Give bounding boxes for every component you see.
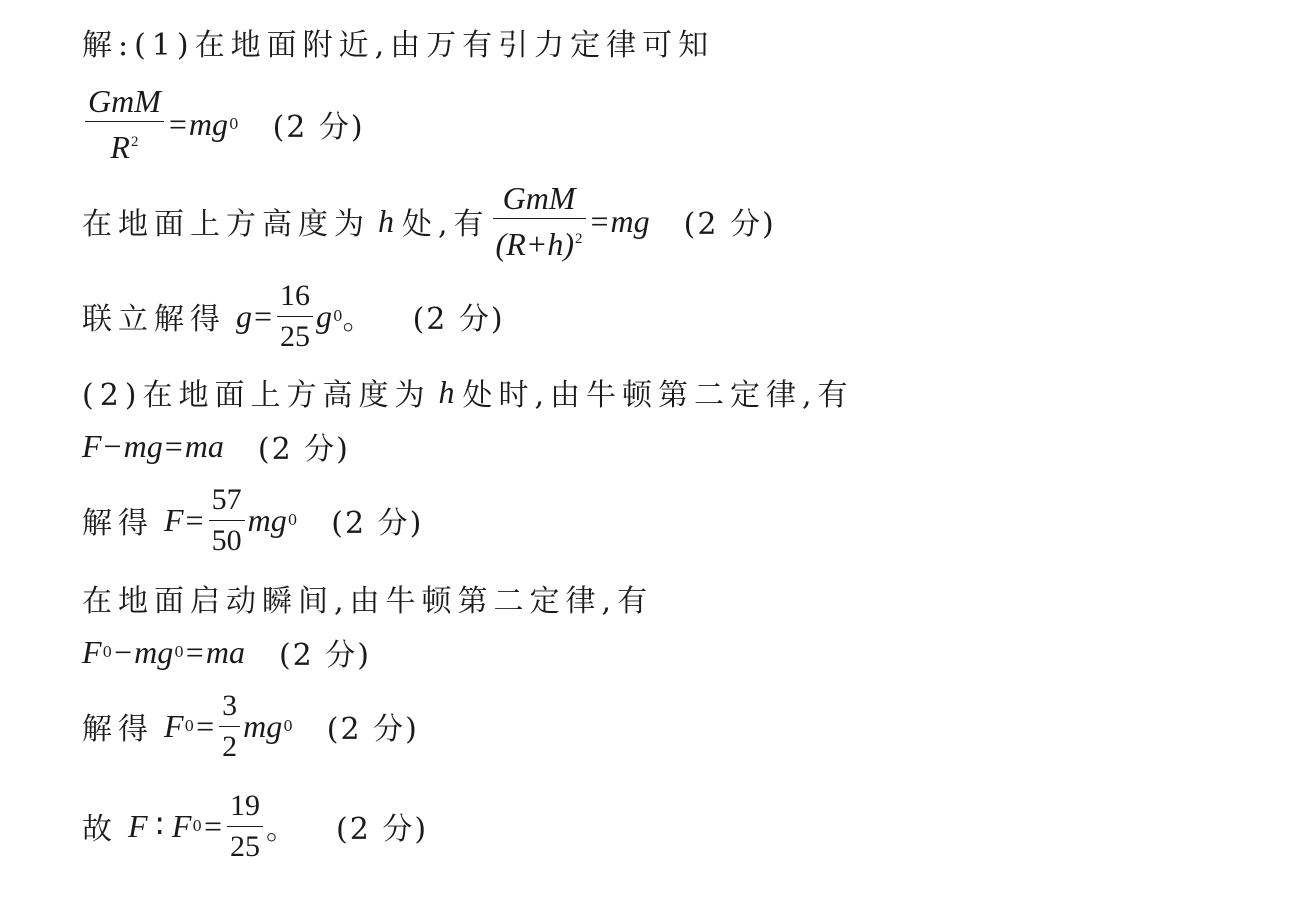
equation-line-2: $\frac{\text{GmM}}{R^2}$ = mg 0 (2 分) <box>82 88 365 160</box>
line-5-suffix: 处时,由牛顿第二定律,有 <box>462 378 854 413</box>
fraction-denominator: 2 <box>219 726 240 765</box>
line-11-prefix: 故 <box>82 812 118 847</box>
superscript: 2 <box>575 231 583 247</box>
denominator-symbol: R <box>110 129 130 165</box>
fraction-numerator: GmM <box>502 180 576 216</box>
fraction-numerator: 19 <box>230 788 261 822</box>
equation-line-6: F − mg = ma (2 分) <box>82 416 350 476</box>
fraction-gmm-over-rh2 <box>493 180 586 262</box>
line-4-prefix: 联立解得 <box>82 302 226 337</box>
fraction-57-over-50 <box>209 482 245 559</box>
fraction-numerator: 3 <box>222 688 238 722</box>
line-3-mid: 处,有 <box>402 207 490 242</box>
fraction-denominator: 25 <box>277 316 313 355</box>
fraction-numerator: GmM <box>88 83 161 119</box>
line-5-prefix: (2)在地面上方高度为 <box>82 378 431 413</box>
equation-line-3: 在地面上方高度为 h 处,有 $\frac{\text{GmM}}{(R+h)^2}$ = mg (2 分) <box>82 180 776 262</box>
equation-line-10: 解得 F 0 = $\frac{3}{2}$ mg 0 (2 分) <box>82 688 419 763</box>
score-label: (2 分) <box>331 506 424 541</box>
superscript: 2 <box>130 134 139 150</box>
fraction-19-over-25 <box>227 788 263 865</box>
height-symbol: h <box>378 202 394 239</box>
fraction-denominator: 50 <box>209 520 245 559</box>
score-label: (2 分) <box>326 712 419 747</box>
score-label: (2 分) <box>683 207 776 242</box>
score-label: (2 分) <box>336 812 429 847</box>
equation-line-9: F 0 − mg 0 = ma (2 分) <box>82 622 371 682</box>
height-symbol: h <box>438 373 455 410</box>
line-10-prefix: 解得 <box>82 712 154 747</box>
score-label: (2 分) <box>257 432 350 467</box>
score-label: (2 分) <box>412 302 505 337</box>
fraction-denominator: 25 <box>227 826 263 865</box>
fraction-numerator: 57 <box>211 482 242 516</box>
line-7-prefix: 解得 <box>82 506 154 541</box>
fraction-16-over-25 <box>277 278 313 355</box>
fraction-3-over-2 <box>219 688 240 765</box>
score-label: (2 分) <box>272 110 365 145</box>
solution-line-8 <box>82 568 653 628</box>
equation-line-7: 解得 F = $\frac{57}{50}$ mg 0 (2 分) <box>82 482 424 557</box>
fraction-denominator <box>85 121 164 165</box>
solution-intro-text: 解:(1)在地面附近,由万有引力定律可知 <box>82 28 715 63</box>
score-label: (2 分) <box>278 638 371 673</box>
line-3-prefix: 在地面上方高度为 <box>82 207 370 242</box>
solution-line-5 <box>82 362 854 422</box>
fraction-denominator <box>493 218 586 262</box>
solution-line-1 <box>82 12 714 72</box>
equation-line-11: 故 F ∶ F 0 = $\frac{19}{25}$ 。 (2 分) <box>82 788 429 863</box>
line-4-suffix: 。 <box>342 302 373 337</box>
fraction-gmm-over-r2 <box>85 83 164 165</box>
fraction-numerator: 16 <box>280 278 311 312</box>
denominator-expression: (R+h) <box>495 226 574 262</box>
equation-line-4: 联立解得 g = $\frac{16}{25}$ g 0 。 (2 分) <box>82 278 505 353</box>
line-8-text: 在地面启动瞬间,由牛顿第二定律,有 <box>82 584 654 619</box>
line-11-suffix: 。 <box>266 812 297 847</box>
